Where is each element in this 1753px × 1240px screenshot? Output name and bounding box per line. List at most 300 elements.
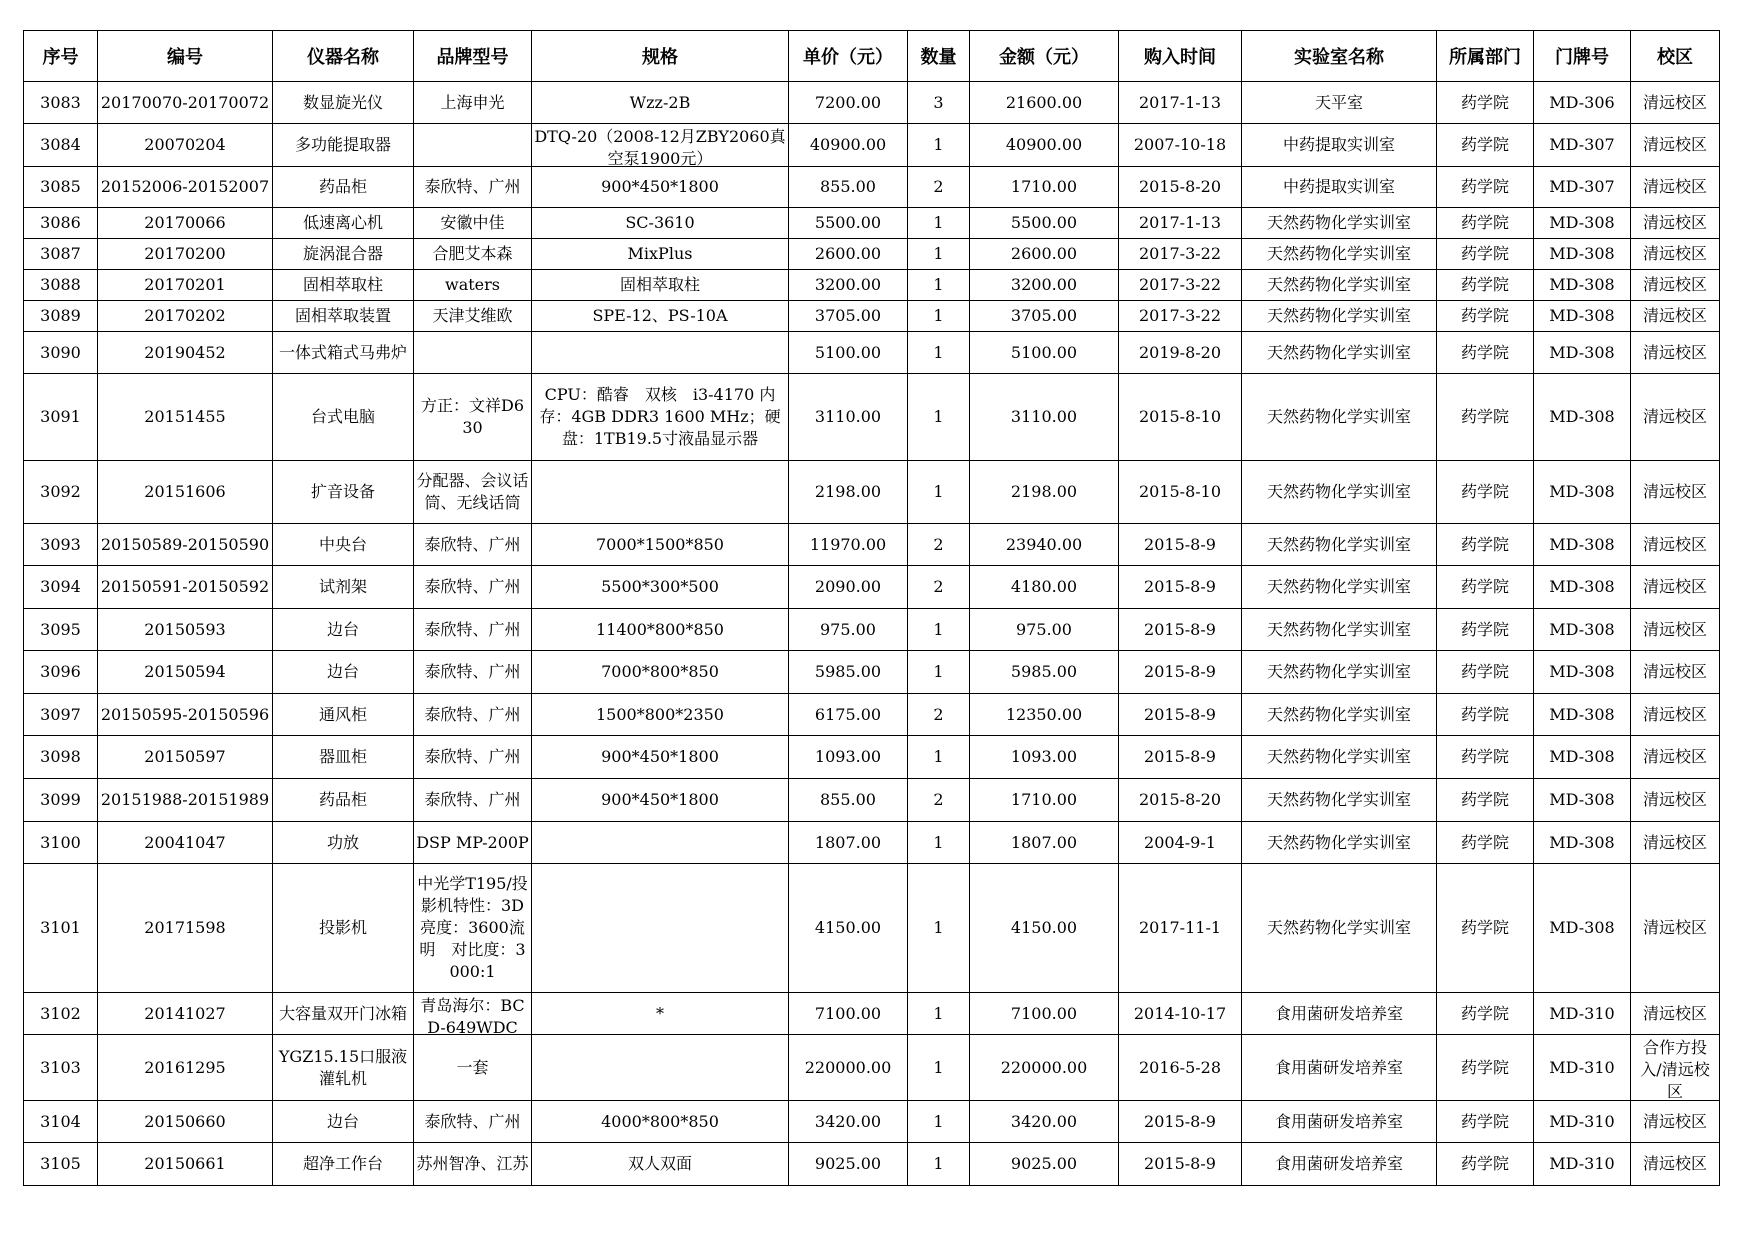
cell-lab bbox=[1242, 524, 1437, 566]
cell-code bbox=[98, 270, 273, 301]
cell-text-price: 975.00 bbox=[820, 619, 876, 639]
cell-dept bbox=[1437, 651, 1534, 694]
cell-text-campus: 清远校区 bbox=[1642, 790, 1707, 809]
cell-text-date: 2017-1-13 bbox=[1138, 92, 1222, 112]
cell-spec bbox=[532, 736, 789, 779]
cell-spec bbox=[532, 1101, 789, 1143]
cell-code bbox=[98, 301, 273, 332]
cell-spec bbox=[532, 301, 789, 332]
cell-text-price: 7200.00 bbox=[814, 92, 882, 112]
cell-text-lab: 天然药物化学实训室 bbox=[1266, 704, 1411, 724]
cell-text-campus: 清远校区 bbox=[1642, 619, 1707, 639]
cell-text-price: 2198.00 bbox=[814, 482, 882, 501]
cell-text-date: 2015-8-9 bbox=[1144, 1111, 1216, 1131]
cell-date bbox=[1119, 208, 1242, 239]
cell-brand bbox=[414, 864, 541, 993]
cell-text-seq: 3098 bbox=[40, 747, 81, 766]
cell-text-room: MD-306 bbox=[1549, 92, 1615, 112]
equipment-table bbox=[23, 30, 1720, 1186]
cell-spec bbox=[532, 609, 789, 651]
cell-text-qty: 1 bbox=[933, 306, 944, 325]
cell-text-price: 220000.00 bbox=[804, 1057, 892, 1077]
cell-text-spec: DTQ-20（2008-12月ZBY2060真空泵1900元） bbox=[534, 126, 786, 168]
cell-text-campus: 清远校区 bbox=[1642, 342, 1707, 362]
cell-text-name: 数显旋光仪 bbox=[302, 92, 383, 112]
cell-text-brand: DSP MP-200P bbox=[416, 832, 529, 852]
cell-text-room: MD-308 bbox=[1549, 407, 1615, 426]
cell-name bbox=[273, 239, 414, 270]
cell-lab bbox=[1242, 1101, 1437, 1143]
cell-text-room: MD-308 bbox=[1549, 747, 1615, 766]
cell-text-seq: 3083 bbox=[40, 92, 81, 112]
cell-text-name: 低速离心机 bbox=[302, 213, 383, 232]
cell-price bbox=[789, 864, 908, 993]
cell-code bbox=[98, 524, 273, 566]
cell-spec bbox=[532, 124, 789, 167]
cell-text-name: 扩音设备 bbox=[310, 482, 375, 501]
cell-text-room: MD-308 bbox=[1549, 704, 1615, 724]
cell-text-seq: 3102 bbox=[40, 1003, 81, 1023]
cell-text-campus: 清远校区 bbox=[1642, 213, 1707, 232]
table-row bbox=[24, 524, 1720, 566]
cell-text-dept: 药学院 bbox=[1460, 1111, 1509, 1131]
cell-text-price: 855.00 bbox=[820, 790, 876, 809]
cell-lab bbox=[1242, 1143, 1437, 1186]
cell-text-amount: 3200.00 bbox=[1010, 275, 1078, 294]
cell-text-code: 20150594 bbox=[144, 662, 226, 681]
cell-text-lab: 天然药物化学实训室 bbox=[1266, 213, 1411, 232]
cell-text-lab: 天然药物化学实训室 bbox=[1266, 619, 1411, 639]
cell-date bbox=[1119, 864, 1242, 993]
cell-amount bbox=[970, 167, 1119, 208]
cell-text-seq: 3100 bbox=[40, 832, 81, 852]
cell-brand bbox=[414, 694, 532, 736]
cell-text-brand: 天津艾维欧 bbox=[432, 306, 513, 325]
cell-text-price: 2600.00 bbox=[814, 244, 882, 263]
cell-text-room: MD-310 bbox=[1549, 1057, 1615, 1077]
cell-lab bbox=[1242, 779, 1437, 822]
cell-text-seq: 3092 bbox=[40, 482, 81, 501]
cell-text-spec: 11400*800*850 bbox=[596, 619, 724, 639]
cell-text-qty: 1 bbox=[933, 1003, 944, 1023]
cell-qty bbox=[908, 461, 970, 524]
cell-date bbox=[1119, 524, 1242, 566]
cell-spec bbox=[532, 332, 789, 374]
cell-text-date: 2016-5-28 bbox=[1138, 1057, 1222, 1077]
cell-qty bbox=[908, 736, 970, 779]
cell-text-qty: 1 bbox=[933, 619, 944, 639]
cell-text-amount: 23940.00 bbox=[1005, 534, 1083, 554]
cell-spec bbox=[532, 461, 789, 524]
cell-text-lab: 天然药物化学实训室 bbox=[1266, 918, 1411, 937]
cell-text-code: 20141027 bbox=[144, 1003, 226, 1023]
cell-text-date: 2015-8-9 bbox=[1144, 704, 1216, 724]
cell-text-room: MD-308 bbox=[1549, 662, 1615, 681]
table-row bbox=[24, 270, 1720, 301]
cell-seq bbox=[24, 993, 98, 1035]
cell-amount bbox=[970, 609, 1119, 651]
cell-text-seq: 3084 bbox=[40, 135, 81, 154]
cell-text-spec: SPE-12、PS-10A bbox=[592, 306, 728, 325]
cell-spec bbox=[532, 239, 789, 270]
cell-text-campus: 清远校区 bbox=[1642, 306, 1707, 325]
cell-name bbox=[273, 208, 414, 239]
cell-brand bbox=[414, 208, 532, 239]
cell-text-qty: 2 bbox=[933, 790, 944, 809]
cell-text-campus: 清远校区 bbox=[1642, 92, 1707, 112]
cell-text-date: 2015-8-20 bbox=[1138, 790, 1222, 809]
cell-code bbox=[98, 864, 273, 993]
cell-text-qty: 1 bbox=[933, 342, 944, 362]
cell-text-brand: 泰欣特、广州 bbox=[424, 534, 521, 554]
cell-seq bbox=[24, 167, 98, 208]
cell-text-code: 20150661 bbox=[144, 1154, 226, 1173]
cell-text-room: MD-308 bbox=[1549, 832, 1615, 852]
cell-text-name: 器皿柜 bbox=[318, 747, 367, 766]
table-body bbox=[24, 82, 1720, 1186]
cell-text-date: 2007-10-18 bbox=[1133, 135, 1227, 154]
cell-brand bbox=[414, 167, 532, 208]
cell-amount bbox=[970, 270, 1119, 301]
cell-date bbox=[1119, 1035, 1242, 1101]
cell-amount bbox=[970, 461, 1119, 524]
cell-text-dept: 药学院 bbox=[1460, 1154, 1509, 1173]
cell-text-code: 20170202 bbox=[144, 306, 226, 325]
cell-text-date: 2017-3-22 bbox=[1138, 275, 1222, 294]
cell-text-price: 3420.00 bbox=[814, 1111, 882, 1131]
cell-text-lab: 天然药物化学实训室 bbox=[1266, 407, 1411, 426]
cell-spec bbox=[532, 82, 789, 124]
cell-code bbox=[98, 566, 273, 609]
cell-campus bbox=[1631, 82, 1720, 124]
cell-text-code: 20152006-20152007 bbox=[100, 177, 270, 196]
cell-text-price: 3110.00 bbox=[814, 407, 882, 426]
cell-qty bbox=[908, 239, 970, 270]
cell-name bbox=[273, 374, 414, 461]
cell-text-dept: 药学院 bbox=[1460, 275, 1509, 294]
cell-seq bbox=[24, 1143, 98, 1186]
cell-text-brand: 泰欣特、广州 bbox=[424, 662, 521, 681]
cell-room bbox=[1534, 736, 1631, 779]
cell-seq bbox=[24, 270, 98, 301]
cell-text-name: 多功能提取器 bbox=[294, 135, 391, 154]
cell-text-lab: 天然药物化学实训室 bbox=[1266, 832, 1411, 852]
cell-text-price: 11970.00 bbox=[809, 534, 887, 554]
cell-spec bbox=[532, 374, 789, 461]
cell-amount bbox=[970, 694, 1119, 736]
cell-code bbox=[98, 332, 273, 374]
cell-text-amount: 1093.00 bbox=[1010, 747, 1078, 766]
cell-text-price: 1807.00 bbox=[814, 832, 882, 852]
table-row bbox=[24, 124, 1720, 167]
cell-price bbox=[789, 270, 908, 301]
cell-amount bbox=[970, 124, 1119, 167]
cell-date bbox=[1119, 651, 1242, 694]
cell-spec bbox=[532, 694, 789, 736]
cell-text-spec: CPU：酷睿 双核 i3-4170 内存：4GB DDR3 1600 MHz；硬盘：1TB19.5寸液晶显示器 bbox=[539, 385, 781, 448]
cell-room bbox=[1534, 301, 1631, 332]
cell-text-brand: 安徽中佳 bbox=[440, 213, 505, 232]
cell-text-dept: 药学院 bbox=[1460, 177, 1509, 196]
cell-name bbox=[273, 124, 414, 167]
cell-text-code: 20170066 bbox=[144, 213, 226, 232]
cell-text-code: 20170201 bbox=[144, 275, 226, 294]
cell-text-code: 20070204 bbox=[144, 135, 226, 154]
cell-date bbox=[1119, 993, 1242, 1035]
cell-lab bbox=[1242, 208, 1437, 239]
cell-text-qty: 1 bbox=[933, 275, 944, 294]
cell-lab bbox=[1242, 651, 1437, 694]
cell-text-date: 2015-8-20 bbox=[1138, 177, 1222, 196]
cell-text-dept: 药学院 bbox=[1460, 918, 1509, 937]
cell-text-code: 20190452 bbox=[144, 342, 226, 362]
cell-text-spec: 4000*800*850 bbox=[601, 1111, 719, 1131]
cell-date bbox=[1119, 694, 1242, 736]
cell-date bbox=[1119, 332, 1242, 374]
cell-dept bbox=[1437, 239, 1534, 270]
cell-text-room: MD-307 bbox=[1549, 135, 1615, 154]
cell-campus bbox=[1631, 208, 1720, 239]
cell-seq bbox=[24, 82, 98, 124]
cell-text-name: 超净工作台 bbox=[302, 1154, 383, 1173]
cell-text-price: 1093.00 bbox=[814, 747, 882, 766]
cell-date bbox=[1119, 609, 1242, 651]
cell-text-price: 40900.00 bbox=[809, 135, 887, 154]
cell-name bbox=[273, 332, 414, 374]
cell-text-name: 投影机 bbox=[318, 918, 367, 937]
cell-brand bbox=[414, 736, 532, 779]
cell-name bbox=[273, 1035, 414, 1101]
cell-text-date: 2015-8-9 bbox=[1144, 534, 1216, 554]
cell-qty bbox=[908, 524, 970, 566]
cell-text-date: 2004-9-1 bbox=[1144, 832, 1216, 852]
cell-qty bbox=[908, 1101, 970, 1143]
cell-name bbox=[273, 524, 414, 566]
cell-brand bbox=[414, 779, 532, 822]
cell-text-date: 2015-8-10 bbox=[1138, 482, 1222, 501]
cell-amount bbox=[970, 993, 1119, 1035]
cell-text-name: 药品柜 bbox=[318, 177, 367, 196]
cell-seq bbox=[24, 822, 98, 864]
cell-date bbox=[1119, 167, 1242, 208]
cell-name bbox=[273, 736, 414, 779]
cell-spec bbox=[532, 524, 789, 566]
cell-text-date: 2015-8-9 bbox=[1144, 1154, 1216, 1173]
cell-seq bbox=[24, 736, 98, 779]
cell-text-amount: 1710.00 bbox=[1010, 177, 1078, 196]
cell-text-name: 边台 bbox=[326, 619, 359, 639]
cell-text-brand: 泰欣特、广州 bbox=[424, 747, 521, 766]
cell-qty bbox=[908, 864, 970, 993]
cell-text-seq: 3099 bbox=[40, 790, 81, 809]
cell-code bbox=[98, 1101, 273, 1143]
cell-text-price: 3200.00 bbox=[814, 275, 882, 294]
cell-qty bbox=[908, 993, 970, 1035]
col-header-brand: 品牌型号 bbox=[414, 31, 532, 82]
cell-text-dept: 药学院 bbox=[1460, 244, 1509, 263]
cell-text-name: 一体式箱式马弗炉 bbox=[278, 342, 407, 362]
cell-campus bbox=[1631, 124, 1720, 167]
cell-text-qty: 1 bbox=[933, 482, 944, 501]
cell-text-amount: 1710.00 bbox=[1010, 790, 1078, 809]
cell-seq bbox=[24, 609, 98, 651]
cell-text-campus: 清远校区 bbox=[1642, 177, 1707, 196]
cell-text-room: MD-308 bbox=[1549, 534, 1615, 554]
cell-code bbox=[98, 822, 273, 864]
cell-text-amount: 21600.00 bbox=[1005, 92, 1083, 112]
cell-room bbox=[1534, 239, 1631, 270]
cell-price bbox=[789, 208, 908, 239]
cell-lab bbox=[1242, 82, 1437, 124]
cell-lab bbox=[1242, 461, 1437, 524]
cell-text-seq: 3103 bbox=[40, 1057, 81, 1077]
cell-price bbox=[789, 167, 908, 208]
cell-room bbox=[1534, 779, 1631, 822]
table-row bbox=[24, 609, 1720, 651]
cell-text-qty: 3 bbox=[933, 92, 944, 112]
cell-text-dept: 药学院 bbox=[1460, 790, 1509, 809]
cell-text-code: 20150660 bbox=[144, 1111, 226, 1131]
cell-text-qty: 1 bbox=[933, 662, 944, 681]
cell-text-date: 2017-3-22 bbox=[1138, 306, 1222, 325]
cell-text-dept: 药学院 bbox=[1460, 135, 1509, 154]
cell-text-amount: 2600.00 bbox=[1010, 244, 1078, 263]
cell-text-name: YGZ15.15口服液灌轧机 bbox=[278, 1046, 408, 1088]
cell-seq bbox=[24, 374, 98, 461]
table-row bbox=[24, 82, 1720, 124]
cell-text-amount: 3420.00 bbox=[1010, 1111, 1078, 1131]
cell-text-spec: 7000*800*850 bbox=[601, 662, 719, 681]
cell-text-dept: 药学院 bbox=[1460, 407, 1509, 426]
cell-qty bbox=[908, 1143, 970, 1186]
cell-dept bbox=[1437, 864, 1534, 993]
cell-brand bbox=[414, 566, 532, 609]
cell-text-dept: 药学院 bbox=[1460, 1057, 1509, 1077]
cell-text-code: 20151455 bbox=[144, 407, 226, 426]
cell-name bbox=[273, 694, 414, 736]
cell-brand bbox=[414, 270, 532, 301]
cell-name bbox=[273, 1143, 414, 1186]
cell-text-spec: 900*450*1800 bbox=[601, 177, 719, 196]
cell-text-price: 5500.00 bbox=[814, 213, 882, 232]
cell-spec bbox=[532, 1035, 789, 1101]
cell-brand bbox=[414, 609, 532, 651]
col-header-name: 仪器名称 bbox=[273, 31, 414, 82]
col-header-dept: 所属部门 bbox=[1437, 31, 1534, 82]
cell-price bbox=[789, 609, 908, 651]
table-row bbox=[24, 461, 1720, 524]
cell-text-qty: 1 bbox=[933, 407, 944, 426]
cell-text-amount: 3705.00 bbox=[1010, 306, 1078, 325]
table-row bbox=[24, 239, 1720, 270]
cell-text-amount: 975.00 bbox=[1016, 619, 1072, 639]
cell-text-amount: 3110.00 bbox=[1010, 407, 1078, 426]
cell-text-amount: 5100.00 bbox=[1010, 342, 1078, 362]
cell-campus bbox=[1631, 461, 1720, 524]
cell-text-name: 大容量双开门冰箱 bbox=[278, 1003, 407, 1023]
cell-text-brand: 泰欣特、广州 bbox=[424, 1111, 521, 1131]
cell-amount bbox=[970, 1101, 1119, 1143]
table-row bbox=[24, 651, 1720, 694]
cell-text-lab: 天然药物化学实训室 bbox=[1266, 577, 1411, 596]
cell-lab bbox=[1242, 124, 1437, 167]
cell-text-name: 旋涡混合器 bbox=[302, 244, 383, 263]
cell-text-campus: 清远校区 bbox=[1642, 407, 1707, 426]
cell-date bbox=[1119, 566, 1242, 609]
cell-price bbox=[789, 736, 908, 779]
cell-text-price: 855.00 bbox=[820, 177, 876, 196]
cell-date bbox=[1119, 270, 1242, 301]
cell-text-amount: 5985.00 bbox=[1010, 662, 1078, 681]
cell-name bbox=[273, 270, 414, 301]
cell-room bbox=[1534, 1035, 1631, 1101]
cell-text-spec: 5500*300*500 bbox=[601, 577, 719, 596]
cell-qty bbox=[908, 609, 970, 651]
cell-text-dept: 药学院 bbox=[1460, 662, 1509, 681]
cell-text-campus: 清远校区 bbox=[1642, 832, 1707, 852]
cell-qty bbox=[908, 332, 970, 374]
cell-dept bbox=[1437, 332, 1534, 374]
cell-lab bbox=[1242, 270, 1437, 301]
cell-lab bbox=[1242, 566, 1437, 609]
cell-text-brand: 分配器、会议话筒、无线话筒 bbox=[416, 471, 529, 512]
cell-code bbox=[98, 1143, 273, 1186]
col-header-lab: 实验室名称 bbox=[1242, 31, 1437, 82]
cell-text-date: 2017-3-22 bbox=[1138, 244, 1222, 263]
cell-code bbox=[98, 239, 273, 270]
cell-amount bbox=[970, 779, 1119, 822]
cell-text-qty: 1 bbox=[933, 747, 944, 766]
cell-text-code: 20150591-20150592 bbox=[100, 577, 270, 596]
cell-text-brand: 方正：文祥D630 bbox=[420, 396, 524, 437]
cell-text-lab: 天然药物化学实训室 bbox=[1266, 534, 1411, 554]
cell-dept bbox=[1437, 524, 1534, 566]
cell-text-dept: 药学院 bbox=[1460, 577, 1509, 596]
cell-text-price: 5100.00 bbox=[814, 342, 882, 362]
cell-lab bbox=[1242, 736, 1437, 779]
cell-text-amount: 7100.00 bbox=[1010, 1003, 1078, 1023]
cell-dept bbox=[1437, 270, 1534, 301]
cell-brand bbox=[414, 239, 532, 270]
cell-price bbox=[789, 332, 908, 374]
cell-price bbox=[789, 374, 908, 461]
cell-brand bbox=[414, 461, 532, 524]
cell-name bbox=[273, 651, 414, 694]
cell-text-code: 20041047 bbox=[144, 832, 226, 852]
cell-campus bbox=[1631, 270, 1720, 301]
cell-text-campus: 清远校区 bbox=[1642, 704, 1707, 724]
cell-text-campus: 清远校区 bbox=[1642, 662, 1707, 681]
cell-text-seq: 3086 bbox=[40, 213, 81, 232]
cell-text-qty: 1 bbox=[933, 1057, 944, 1077]
cell-lab bbox=[1242, 167, 1437, 208]
cell-name bbox=[273, 822, 414, 864]
cell-dept bbox=[1437, 736, 1534, 779]
col-header-spec: 规格 bbox=[532, 31, 789, 82]
cell-campus bbox=[1631, 332, 1720, 374]
col-header-seq: 序号 bbox=[24, 31, 98, 82]
cell-text-brand: 上海申光 bbox=[440, 92, 505, 112]
cell-date bbox=[1119, 1143, 1242, 1186]
cell-text-lab: 天然药物化学实训室 bbox=[1266, 306, 1411, 325]
cell-text-amount: 9025.00 bbox=[1010, 1154, 1078, 1173]
cell-seq bbox=[24, 301, 98, 332]
cell-qty bbox=[908, 124, 970, 167]
cell-code bbox=[98, 124, 273, 167]
cell-text-qty: 1 bbox=[933, 832, 944, 852]
cell-room bbox=[1534, 332, 1631, 374]
cell-dept bbox=[1437, 779, 1534, 822]
